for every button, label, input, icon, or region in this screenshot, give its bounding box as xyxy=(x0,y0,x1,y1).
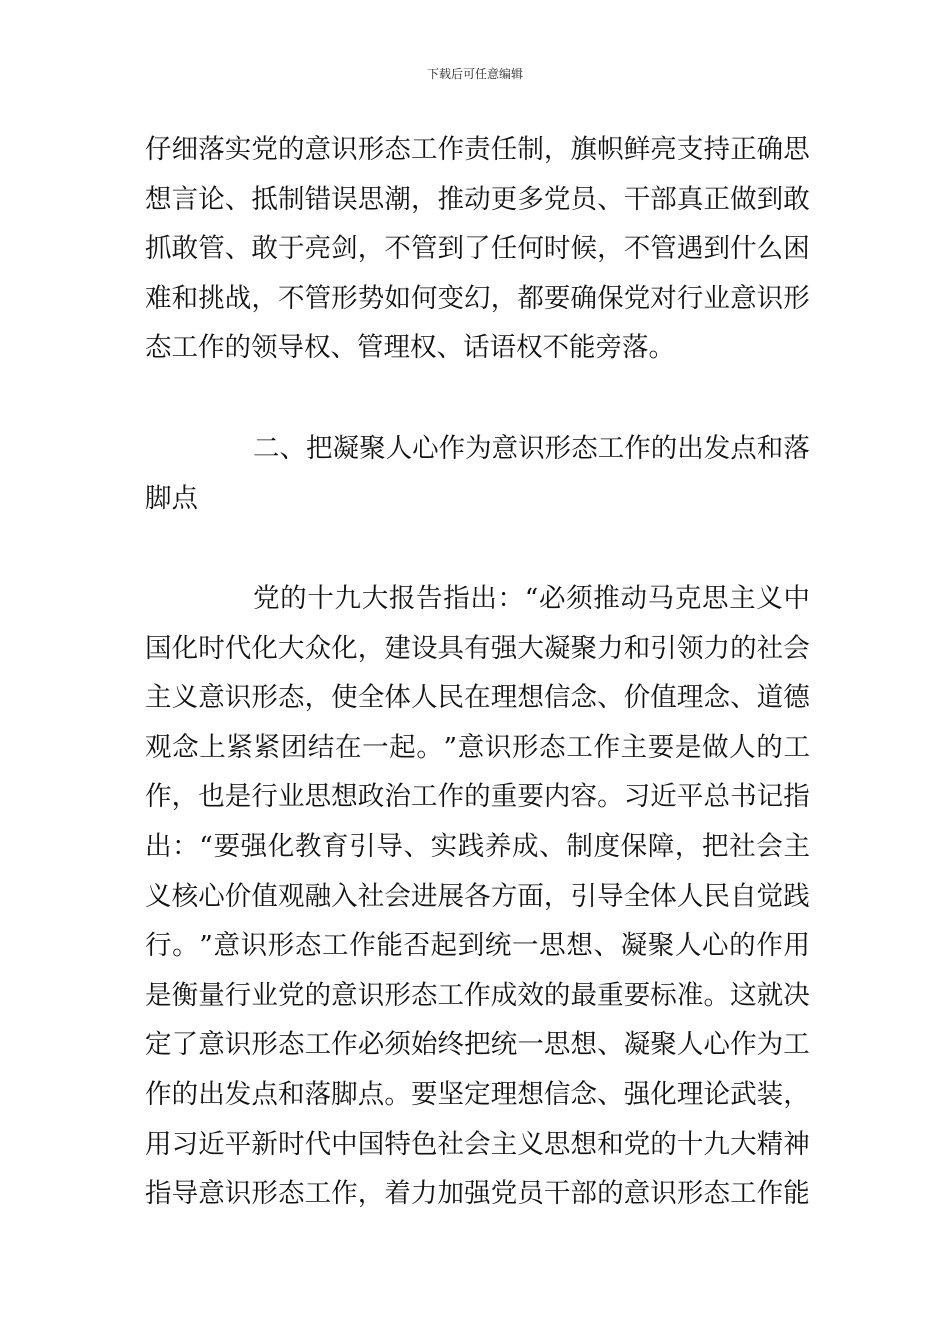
text-line: 义 核 心 价 值 观 融 入 社 会 进 展 各 方 面 ， 引 导 全 体 人 民 自 觉 践 xyxy=(145,880,810,912)
text-line: 仔 细 落 实 党 的 意 识 形 态 工 作 责 任 制 ， 旗 帜 鲜 亮 支 持 正 确 思 xyxy=(145,134,810,165)
text-line: 出 ： “ 要 强 化 教 育 引 导 、 实 践 养 成 、 制 度 保 障 ， 把 社 会 主 xyxy=(145,830,810,862)
text-line: 态工作的领导权、管理权、话语权不能旁落。 xyxy=(145,332,675,364)
text-line: 国 化 时 代 化 大 众 化 ， 建 设 具 有 强 大 凝 聚 力 和 引 领 力 的 社 会 xyxy=(145,632,810,664)
text-line: 指 导 意 识 形 态 工 作 ， 着 力 加 强 党 员 干 部 的 意 识 形 态 工 作 能 xyxy=(145,1178,810,1210)
paragraph-report xyxy=(145,574,810,1219)
text-line: 抓 敢 管 、 敢 于 亮 剑 ， 不 管 到 了 任 何 时 候 ， 不 管 遇 到 什 么 困 xyxy=(145,233,810,265)
text-line: 党 的 十 九 大 报 告 指 出 ： “ 必 须 推 动 马 克 思 主 义 中 xyxy=(253,583,810,614)
text-line: 作 的 出 发 点 和 落 脚 点 。 要 坚 定 理 想 信 念 、 强 化 理 论 武 装 ， xyxy=(145,1078,810,1110)
download-note: 下载后可任意编辑 xyxy=(426,67,523,81)
text-line: 难 和 挑 战 ， 不 管 形 势 如 何 变 幻 ， 都 要 确 保 党 对 行 业 意 识 形 xyxy=(145,282,810,314)
text-line: 是 衡 量 行 业 党 的 意 识 形 态 工 作 成 效 的 最 重 要 标 准 。 这 就 决 xyxy=(145,979,810,1011)
heading-line: 二 、 把 凝 聚 人 心 作 为 意 识 形 态 工 作 的 出 发 点 和 落 xyxy=(253,433,810,464)
text-line: 行 。 ” 意 识 形 态 工 作 能 否 起 到 统 一 思 想 、 凝 聚 人 心 的 作 用 xyxy=(145,930,810,962)
text-line: 定 了 意 识 形 态 工 作 必 须 始 终 把 统 一 思 想 、 凝 聚 人 心 作 为 工 xyxy=(145,1029,810,1061)
section-heading-2 xyxy=(145,424,810,523)
text-line: 主 义 意 识 形 态 ， 使 全 体 人 民 在 理 想 信 念 、 价 值 理 念 、 道 德 xyxy=(145,682,810,714)
text-line: 用 习 近 平 新 时 代 中 国 特 色 社 会 主 义 思 想 和 党 的 十 九 大 精 神 xyxy=(145,1128,810,1160)
paragraph-responsibility xyxy=(145,125,810,373)
text-line: 作 ， 也 是 行 业 思 想 政 治 工 作 的 重 要 内 容 。 习 近 平 总 书 记 指 xyxy=(145,781,810,813)
text-line: 想 言 论 、 抵 制 错 误 思 潮 ， 推 动 更 多 党 员 、 干 部 真 正 做 到 敢 xyxy=(145,183,810,215)
heading-line: 脚点 xyxy=(145,482,198,514)
text-line: 观 念 上 紧 紧 团 结 在 一 起 。 ” 意 识 形 态 工 作 主 要 是 做 人 的 工 xyxy=(145,731,810,763)
